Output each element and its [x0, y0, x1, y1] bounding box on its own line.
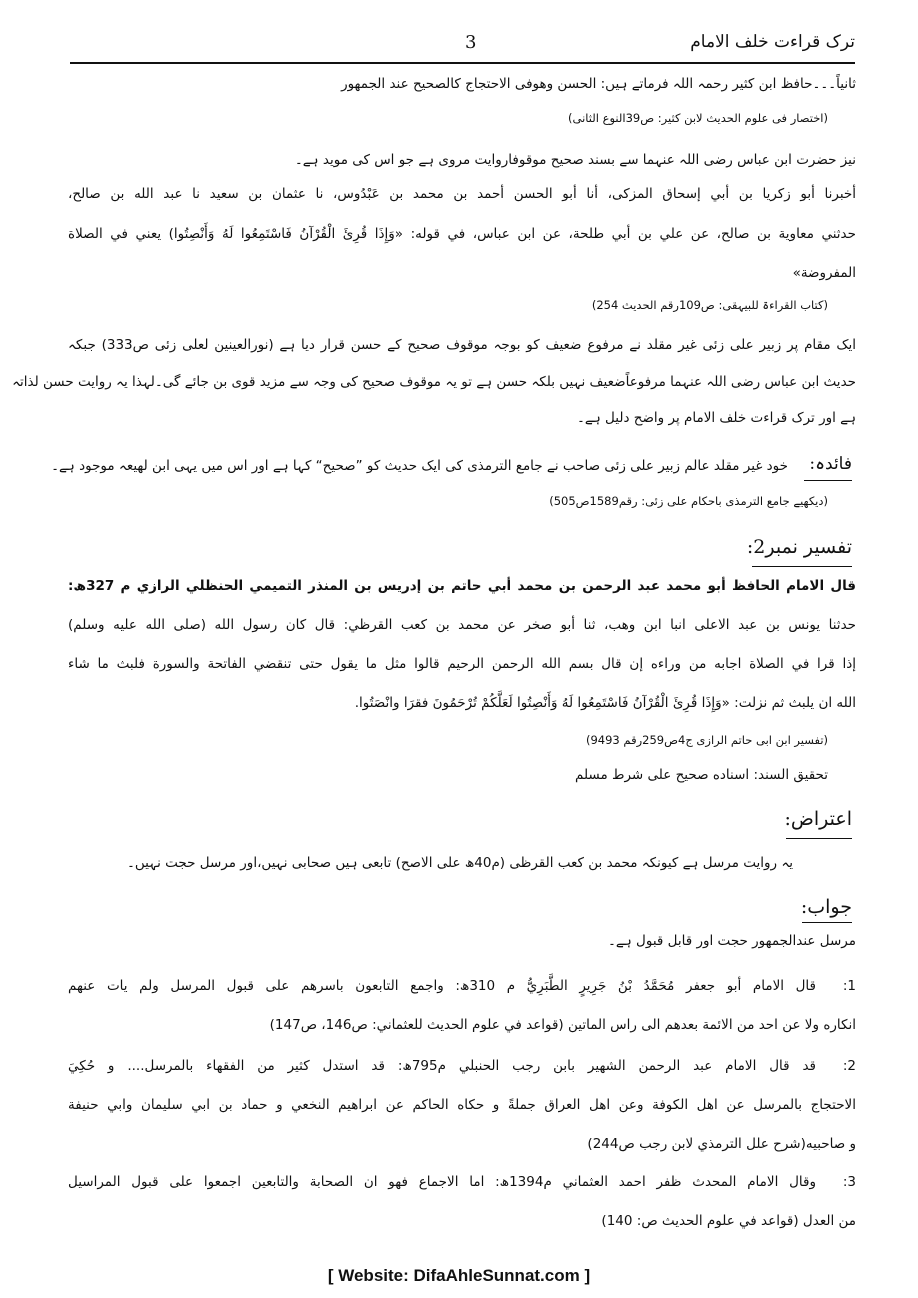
text-line: حدیث ابن عباس رضی اللہ عنہما مرفوعاًضعیف نہیں بلکہ حسن ہے تو یہ موقوف صحیح کی وجہ سے مزید قوی بن جائے گی۔لہذا یہ روایت حسن لذاتہ — [12, 374, 856, 390]
heading-underline — [802, 922, 852, 923]
text-line: ایک مقام پر زبیر علی زئی غیر مقلد نے مرفوع ضعیف کو بوجہ موقوف صحیح کے حسن قرار دیا ہے (نورالعینین لعلی زئی ص333) جبکہ — [68, 337, 856, 353]
list-number: 2: — [842, 1058, 856, 1074]
arabic-line: الله ان يلبث ثم نزلت: «وَإِذَا قُرِئَ الْقُرْآنُ فَاسْتَمِعُوا لَهُ وَأَنْصِتُوا لَعَلَّكُمْ تُرْحَمُونَ فقرَا وانْصَتُوا. — [354, 695, 856, 711]
text-line: ثانیاً۔۔۔حافظ ابن کثیر رحمہ اللہ فرماتے ہیں: الحسن وھوفی الاحتجاج کالصحیح عند الجمھور — [341, 76, 856, 92]
page-header — [70, 32, 855, 66]
section-heading-objection: اعتراض: — [784, 808, 852, 830]
note-underline — [804, 480, 852, 481]
arabic-line: قال الامام الحافظ أبو محمد عبد الرحمن بن محمد أبي حاتم بن إدريس بن المنذر التميمي الحنظلي الرازي م 327ھ: — [68, 578, 856, 594]
arabic-line: قال الامام أبو جعفر مُحَمَّدُ بْنُ جَرِيرٍ الطَّبَرِيُّ م 310ھ: واجمع التابعون باسرهم على قبول المرسل ولم يات عنهم — [68, 978, 816, 994]
arabic-line: من العدل (قواعد في علوم الحديث ص: 140) — [601, 1213, 856, 1229]
arabic-line: حدثني معاوية بن صالح، عن علي بن أبي طلحة، عن ابن عباس، في قوله: «وَإِذَا قُرِئَ الْقُرْآنُ فَاسْتَمِعُوا لَهُ وَأَنْصِتُوا) يعني في الصلاة — [68, 226, 856, 242]
heading-underline — [752, 566, 852, 567]
arabic-line: وقال الامام المحدث ظفر احمد العثماني م1394ھ: اما الاجماع فهو ان الصحابة والتابعين اجمعوا على قبول المراسيل — [68, 1174, 817, 1190]
text-line: ہے اور ترک قراءت خلف الامام پر واضح دلیل ہے۔ — [577, 410, 856, 426]
text-line: تحقيق السند: اسناده صحيح على شرط مسلم — [574, 767, 828, 783]
website-footer: [ Website: DifaAhleSunnat.com ] — [327, 1266, 591, 1285]
list-number: 1: — [842, 978, 856, 994]
citation: (دیکھیے جامع الترمذی باحکام علی زئی: رقم1589ص505) — [549, 494, 828, 508]
section-heading-tafsir-2: تفسیر نمبر2: — [746, 536, 852, 558]
citation: (اختصار فی علوم الحدیث لابن کثیر: ص39النوع الثانی) — [568, 111, 828, 125]
citation: (کتاب القراءۃ للبیہقی: ص109رقم الحدیث 254) — [591, 298, 828, 312]
arabic-line: قد قال الامام عبد الرحمن الشهير بابن رجب الحنبلي م795ھ: قد استدل كثير من الفقهاء بالمرسل.... و حُكِيَ — [68, 1058, 816, 1074]
text-line: مرسل عندالجمھور حجت اور قابل قبول ہے۔ — [608, 933, 856, 949]
arabic-line: و صاحبيه(شرح علل الترمذي لابن رجب ص244) — [587, 1136, 856, 1152]
section-heading-answer: جواب: — [800, 896, 852, 918]
arabic-line: الاحتجاج بالمرسل عن اهل الكوفة وعن اهل العراق جملةً و حكاه الحاكم عن ابراهيم النخعي و حماد بن ابي سليمان وابي حنيفة — [68, 1097, 856, 1113]
arabic-line: أخبرنا أبو زكريا بن أبي إسحاق المزكى، أنا أبو الحسن أحمد بن محمد بن عَبْدُوس، نا عثمان بن سعيد نا عبد الله بن صالح، — [68, 186, 856, 202]
arabic-line: المفروضة» — [792, 265, 856, 281]
list-number: 3: — [842, 1174, 856, 1190]
note-label: فائدہ: — [809, 454, 852, 474]
arabic-line: حدثنا يونس بن عبد الاعلى انبا ابن وهب، ثنا أبو صخر عن محمد بن كعب القرظي: قال كان رسول الله (صلى الله عليه وسلم) — [68, 617, 856, 633]
heading-underline — [786, 838, 852, 839]
arabic-line: انكاره ولا عن احد من الائمة بعدهم الى راس الماتين (قواعد في علوم الحديث للعثماني: ص146، ص147) — [269, 1017, 856, 1033]
text-line: یہ روایت مرسل ہے کیونکہ محمد بن کعب القرظی (م40ھ علی الاصح) تابعی ہیں صحابی نہیں،اور مرسل حجت نہیں۔ — [126, 855, 793, 871]
text-line: نیز حضرت ابن عباس رضی اللہ عنہما سے بسند صحیح موقوفاروایت مروی ہے جو اس کی موید ہے۔ — [294, 152, 856, 168]
header-rule — [70, 62, 855, 64]
text-line: خود غیر مقلد عالم زبیر علی زئی صاحب نے جامع الترمذی کی ایک حدیث کو ”صحیح“ کہا ہے اور اس میں یہی ابن لھیعہ موجود ہے۔ — [51, 458, 788, 474]
page-number: 3 — [465, 32, 477, 53]
arabic-line: إذا قرا في الصلاة اجابه من وراءه إن قال بسم الله الرحمن الرحيم قالوا مثل ما يقول حتى تنقضي الفاتحة والسورة فلبث ما شاء — [68, 656, 856, 672]
running-title: ترک قراءت خلف الامام — [690, 32, 855, 52]
citation: (تفسیر ابن ابی حاتم الرازی ج4ص259رقم 9493) — [585, 733, 828, 747]
